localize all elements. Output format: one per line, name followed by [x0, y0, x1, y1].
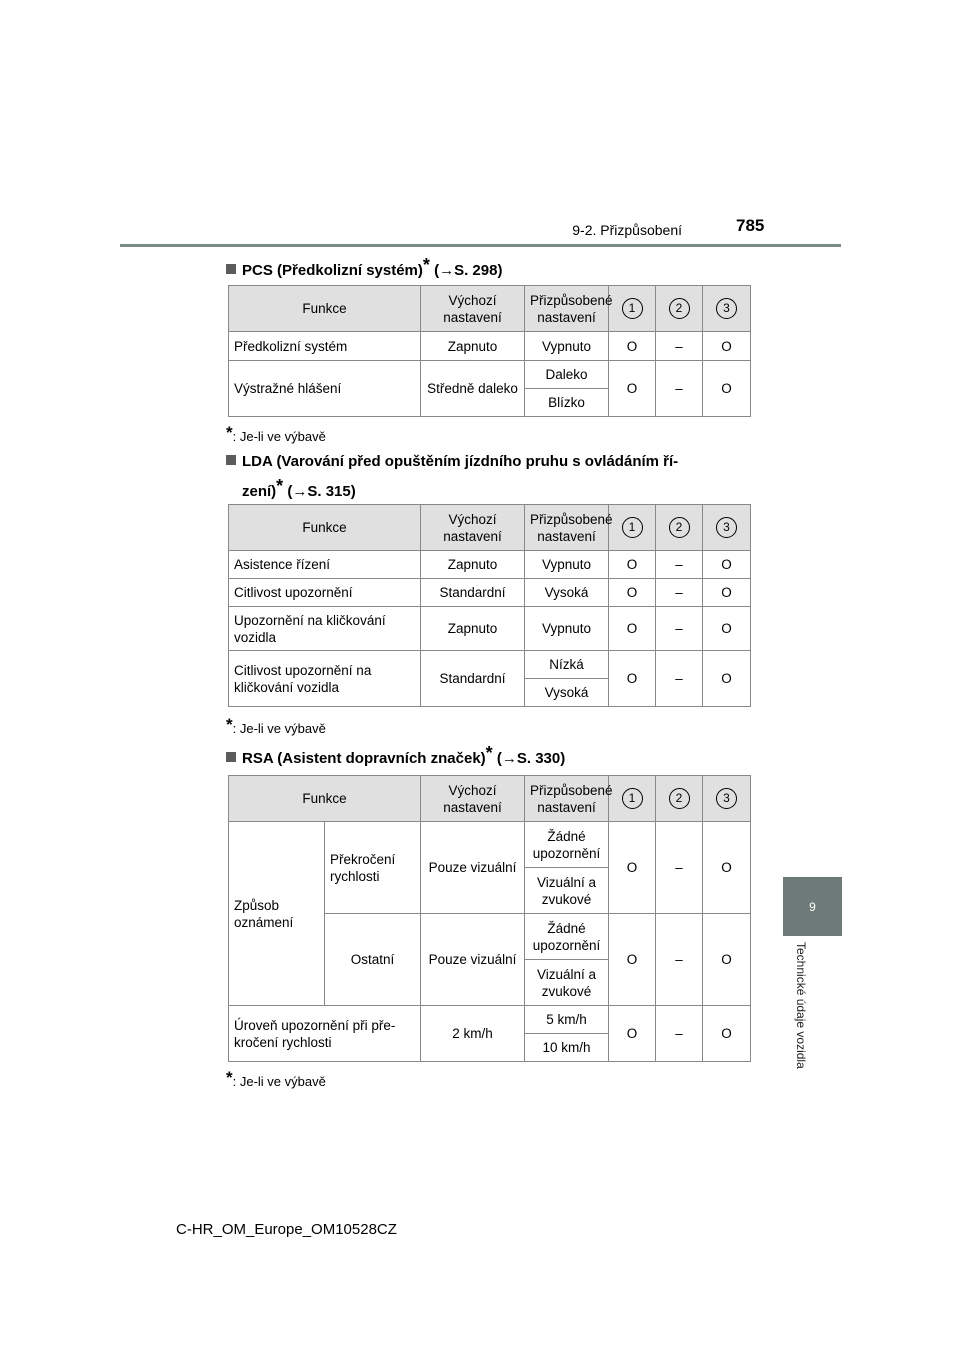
- col-3: [703, 505, 751, 551]
- col-2: [656, 776, 703, 822]
- cell-default: Zapnuto: [421, 332, 525, 361]
- cell-custom: Vypnuto: [525, 607, 609, 651]
- cell-custom: Blízko: [525, 389, 609, 417]
- table-row: [229, 607, 751, 651]
- cell-mark: O: [609, 914, 656, 1006]
- cell-custom: Vypnuto: [525, 332, 609, 361]
- col-1: [609, 286, 656, 332]
- cell-default: Pouze vizuální: [421, 822, 525, 914]
- cell-function: Ostatní: [325, 914, 421, 1006]
- cell-custom: Vizuální a zvukové: [525, 868, 609, 914]
- rsa-heading: RSA (Asistent dopravních značek)* (→S. 330): [226, 741, 754, 771]
- cell-mark: O: [609, 361, 656, 417]
- lda-table: [228, 504, 751, 707]
- square-bullet-icon: [226, 264, 236, 274]
- col-3: [703, 776, 751, 822]
- lda-title-line2: zení): [242, 483, 277, 500]
- lda-ref: S. 315: [307, 483, 351, 500]
- rsa-ref: S. 330: [516, 750, 561, 767]
- cell-custom: Vysoká: [525, 579, 609, 607]
- circled-3-icon: 3: [716, 298, 737, 319]
- cell-mark: O: [703, 551, 751, 579]
- table-row: [229, 551, 751, 579]
- cell-mark: –: [656, 332, 703, 361]
- circled-1-icon: 1: [622, 788, 643, 809]
- cell-mark: O: [609, 579, 656, 607]
- cell-default: Středně daleko: [421, 361, 525, 417]
- section-label: 9-2. Přizpůsobení: [572, 222, 682, 238]
- circled-1-icon: 1: [622, 517, 643, 538]
- pcs-heading: PCS (Předkolizní systém)* (→S. 298): [226, 253, 754, 283]
- cell-mark: –: [656, 551, 703, 579]
- cell-custom: 10 km/h: [525, 1034, 609, 1062]
- col-3: [703, 286, 751, 332]
- circled-1-icon: 1: [622, 298, 643, 319]
- cell-mark: O: [703, 332, 751, 361]
- chapter-number: 9: [809, 899, 816, 914]
- pcs-footnote: *: Je-li ve výbavě: [226, 423, 326, 444]
- cell-default: Pouze vizuální: [421, 914, 525, 1006]
- chapter-tab: [783, 877, 842, 936]
- rsa-table: [228, 775, 751, 1062]
- circled-2-icon: 2: [669, 298, 690, 319]
- cell-function: Překročení rychlosti: [325, 822, 421, 914]
- col-function: Funkce: [229, 505, 421, 551]
- cell-function: Citlivost upozornění: [229, 579, 421, 607]
- cell-mark: O: [703, 361, 751, 417]
- pcs-table: [228, 285, 751, 417]
- cell-function: Citlivost upozornění na kličkování vozidla: [229, 651, 421, 707]
- cell-mark: –: [656, 822, 703, 914]
- cell-default: Standardní: [421, 651, 525, 707]
- square-bullet-icon: [226, 455, 236, 465]
- cell-mark: O: [609, 332, 656, 361]
- col-custom: Přizpůsobené nastavení: [525, 286, 609, 332]
- table-row: [229, 332, 751, 361]
- cell-default: 2 km/h: [421, 1006, 525, 1062]
- asterisk-icon: *: [422, 255, 430, 275]
- cell-default: Zapnuto: [421, 551, 525, 579]
- cell-mark: O: [703, 651, 751, 707]
- lda-title-line1: LDA (Varování před opuštěním jízdního pruhu s ovládáním ří-: [242, 453, 679, 470]
- cell-custom: Žádné upozornění: [525, 914, 609, 960]
- circled-2-icon: 2: [669, 788, 690, 809]
- col-function: Funkce: [229, 776, 421, 822]
- pcs-title: PCS (Předkolizní systém): [242, 262, 423, 279]
- pcs-ref: S. 298: [454, 262, 498, 279]
- cell-mark: O: [703, 1006, 751, 1062]
- cell-mark: –: [656, 579, 703, 607]
- col-default: Výchozí nastavení: [421, 776, 525, 822]
- square-bullet-icon: [226, 752, 236, 762]
- col-default: Výchozí nastavení: [421, 505, 525, 551]
- circled-2-icon: 2: [669, 517, 690, 538]
- table-row: [229, 361, 751, 389]
- cell-mark: O: [703, 607, 751, 651]
- table-row: [229, 579, 751, 607]
- table-row: [229, 651, 751, 679]
- cell-mark: O: [609, 651, 656, 707]
- cell-custom: 5 km/h: [525, 1006, 609, 1034]
- cell-mark: O: [703, 914, 751, 1006]
- lda-footnote: *: Je-li ve výbavě: [226, 715, 326, 736]
- asterisk-icon: *: [485, 743, 493, 763]
- col-function: Funkce: [229, 286, 421, 332]
- asterisk-icon: *: [276, 476, 284, 496]
- cell-custom: Daleko: [525, 361, 609, 389]
- cell-mark: –: [656, 914, 703, 1006]
- rsa-title: RSA (Asistent dopravních značek): [242, 750, 486, 767]
- cell-custom: Vysoká: [525, 679, 609, 707]
- cell-default: Zapnuto: [421, 607, 525, 651]
- cell-function: Asistence řízení: [229, 551, 421, 579]
- cell-function: Upozornění na kličkování vozidla: [229, 607, 421, 651]
- cell-custom: Vizuální a zvukové: [525, 960, 609, 1006]
- chapter-label: Technické údaje vozidla: [794, 942, 808, 1069]
- cell-mark: –: [656, 361, 703, 417]
- table-row: [229, 1006, 751, 1034]
- col-2: [656, 505, 703, 551]
- cell-function: Předkolizní systém: [229, 332, 421, 361]
- circled-3-icon: 3: [716, 517, 737, 538]
- cell-custom: Vypnuto: [525, 551, 609, 579]
- cell-function-group: Způsob oznámení: [229, 822, 325, 1006]
- cell-function: Úroveň upozornění při pře-kročení rychlosti: [229, 1006, 421, 1062]
- cell-mark: O: [609, 822, 656, 914]
- cell-custom: Nízká: [525, 651, 609, 679]
- cell-custom: Žádné upozornění: [525, 822, 609, 868]
- col-default: Výchozí nastavení: [421, 286, 525, 332]
- cell-mark: –: [656, 651, 703, 707]
- col-custom: Přizpůsobené nastavení: [525, 776, 609, 822]
- cell-mark: O: [609, 1006, 656, 1062]
- cell-mark: O: [703, 822, 751, 914]
- col-1: [609, 776, 656, 822]
- cell-mark: O: [609, 607, 656, 651]
- circled-3-icon: 3: [716, 788, 737, 809]
- col-1: [609, 505, 656, 551]
- cell-mark: –: [656, 607, 703, 651]
- rsa-footnote: *: Je-li ve výbavě: [226, 1068, 326, 1089]
- document-id: C-HR_OM_Europe_OM10528CZ: [176, 1221, 397, 1238]
- cell-mark: O: [609, 551, 656, 579]
- cell-mark: O: [703, 579, 751, 607]
- lda-heading: LDA (Varování před opuštěním jízdního pruhu s ovládáním ří- zení)* (→S. 315): [226, 450, 754, 504]
- col-2: [656, 286, 703, 332]
- table-row: [229, 822, 751, 868]
- col-custom: Přizpůsobené nastavení: [525, 505, 609, 551]
- cell-mark: –: [656, 1006, 703, 1062]
- cell-function: Výstražné hlášení: [229, 361, 421, 417]
- header-rule: [120, 244, 841, 247]
- cell-default: Standardní: [421, 579, 525, 607]
- page-number: 785: [736, 216, 765, 235]
